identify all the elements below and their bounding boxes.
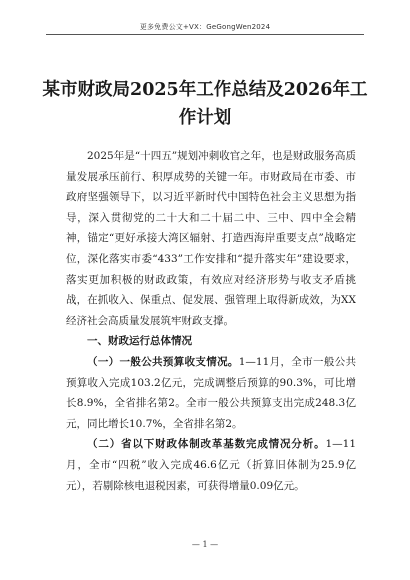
page-number: — 1 — xyxy=(191,540,219,549)
paragraph-lead: （一）一般公共预算收支情况。 xyxy=(87,355,239,368)
page-header: 更多免费公文+VX：GeGongWen2024 xyxy=(139,23,271,31)
document-title: 某市财政局2025年工作总结及2026年工作计划 xyxy=(42,80,368,128)
paragraph-text: 1—11月，全市一般公共预算收入完成103.2亿元，完成调整后预算的90.3%，可比增长8.9%，全省排名第2。全市一般公共预算支出完成248.3亿元，同比增长10.7%，全省排名第2。 xyxy=(66,355,357,430)
paragraph-reform xyxy=(66,434,356,496)
document-body xyxy=(66,146,356,496)
section-heading: 一、财政运行总体情况 xyxy=(87,335,192,348)
header-rule xyxy=(46,34,364,35)
paragraph-text: 1—11月，全市“四税”收入完成46.6亿元（折算旧体制为25.9亿元），若剔除核电退税因素，可获得增量0.09亿元。 xyxy=(66,438,356,492)
paragraph-budget xyxy=(66,352,356,434)
intro-paragraph: 2025年是“十四五”规划冲刺收官之年，也是财政服务高质量发展承压前行、积厚成势的关键一年。市财政局在市委、市政府坚强领导下，以习近平新时代中国特色社会主义思想为指导，深入贯彻党的二十大和二十届二中、三中、四中全会精神，锚定“更好承接大湾区辐射、打造西海岸重要支点”战略定位，深化落实市委“433”工作安排和“提升落实年”建设要求，落实更加积极的财政政策，有效应对经济形势与收支矛盾挑战，在抓收入、保重点、促发展、强管理上取得新成效，为XX经济社会高质量发展筑牢财政支撑。 xyxy=(66,150,356,327)
paragraph-lead: （二）省以下财政体制改革基数完成情况分析。 xyxy=(87,438,326,451)
